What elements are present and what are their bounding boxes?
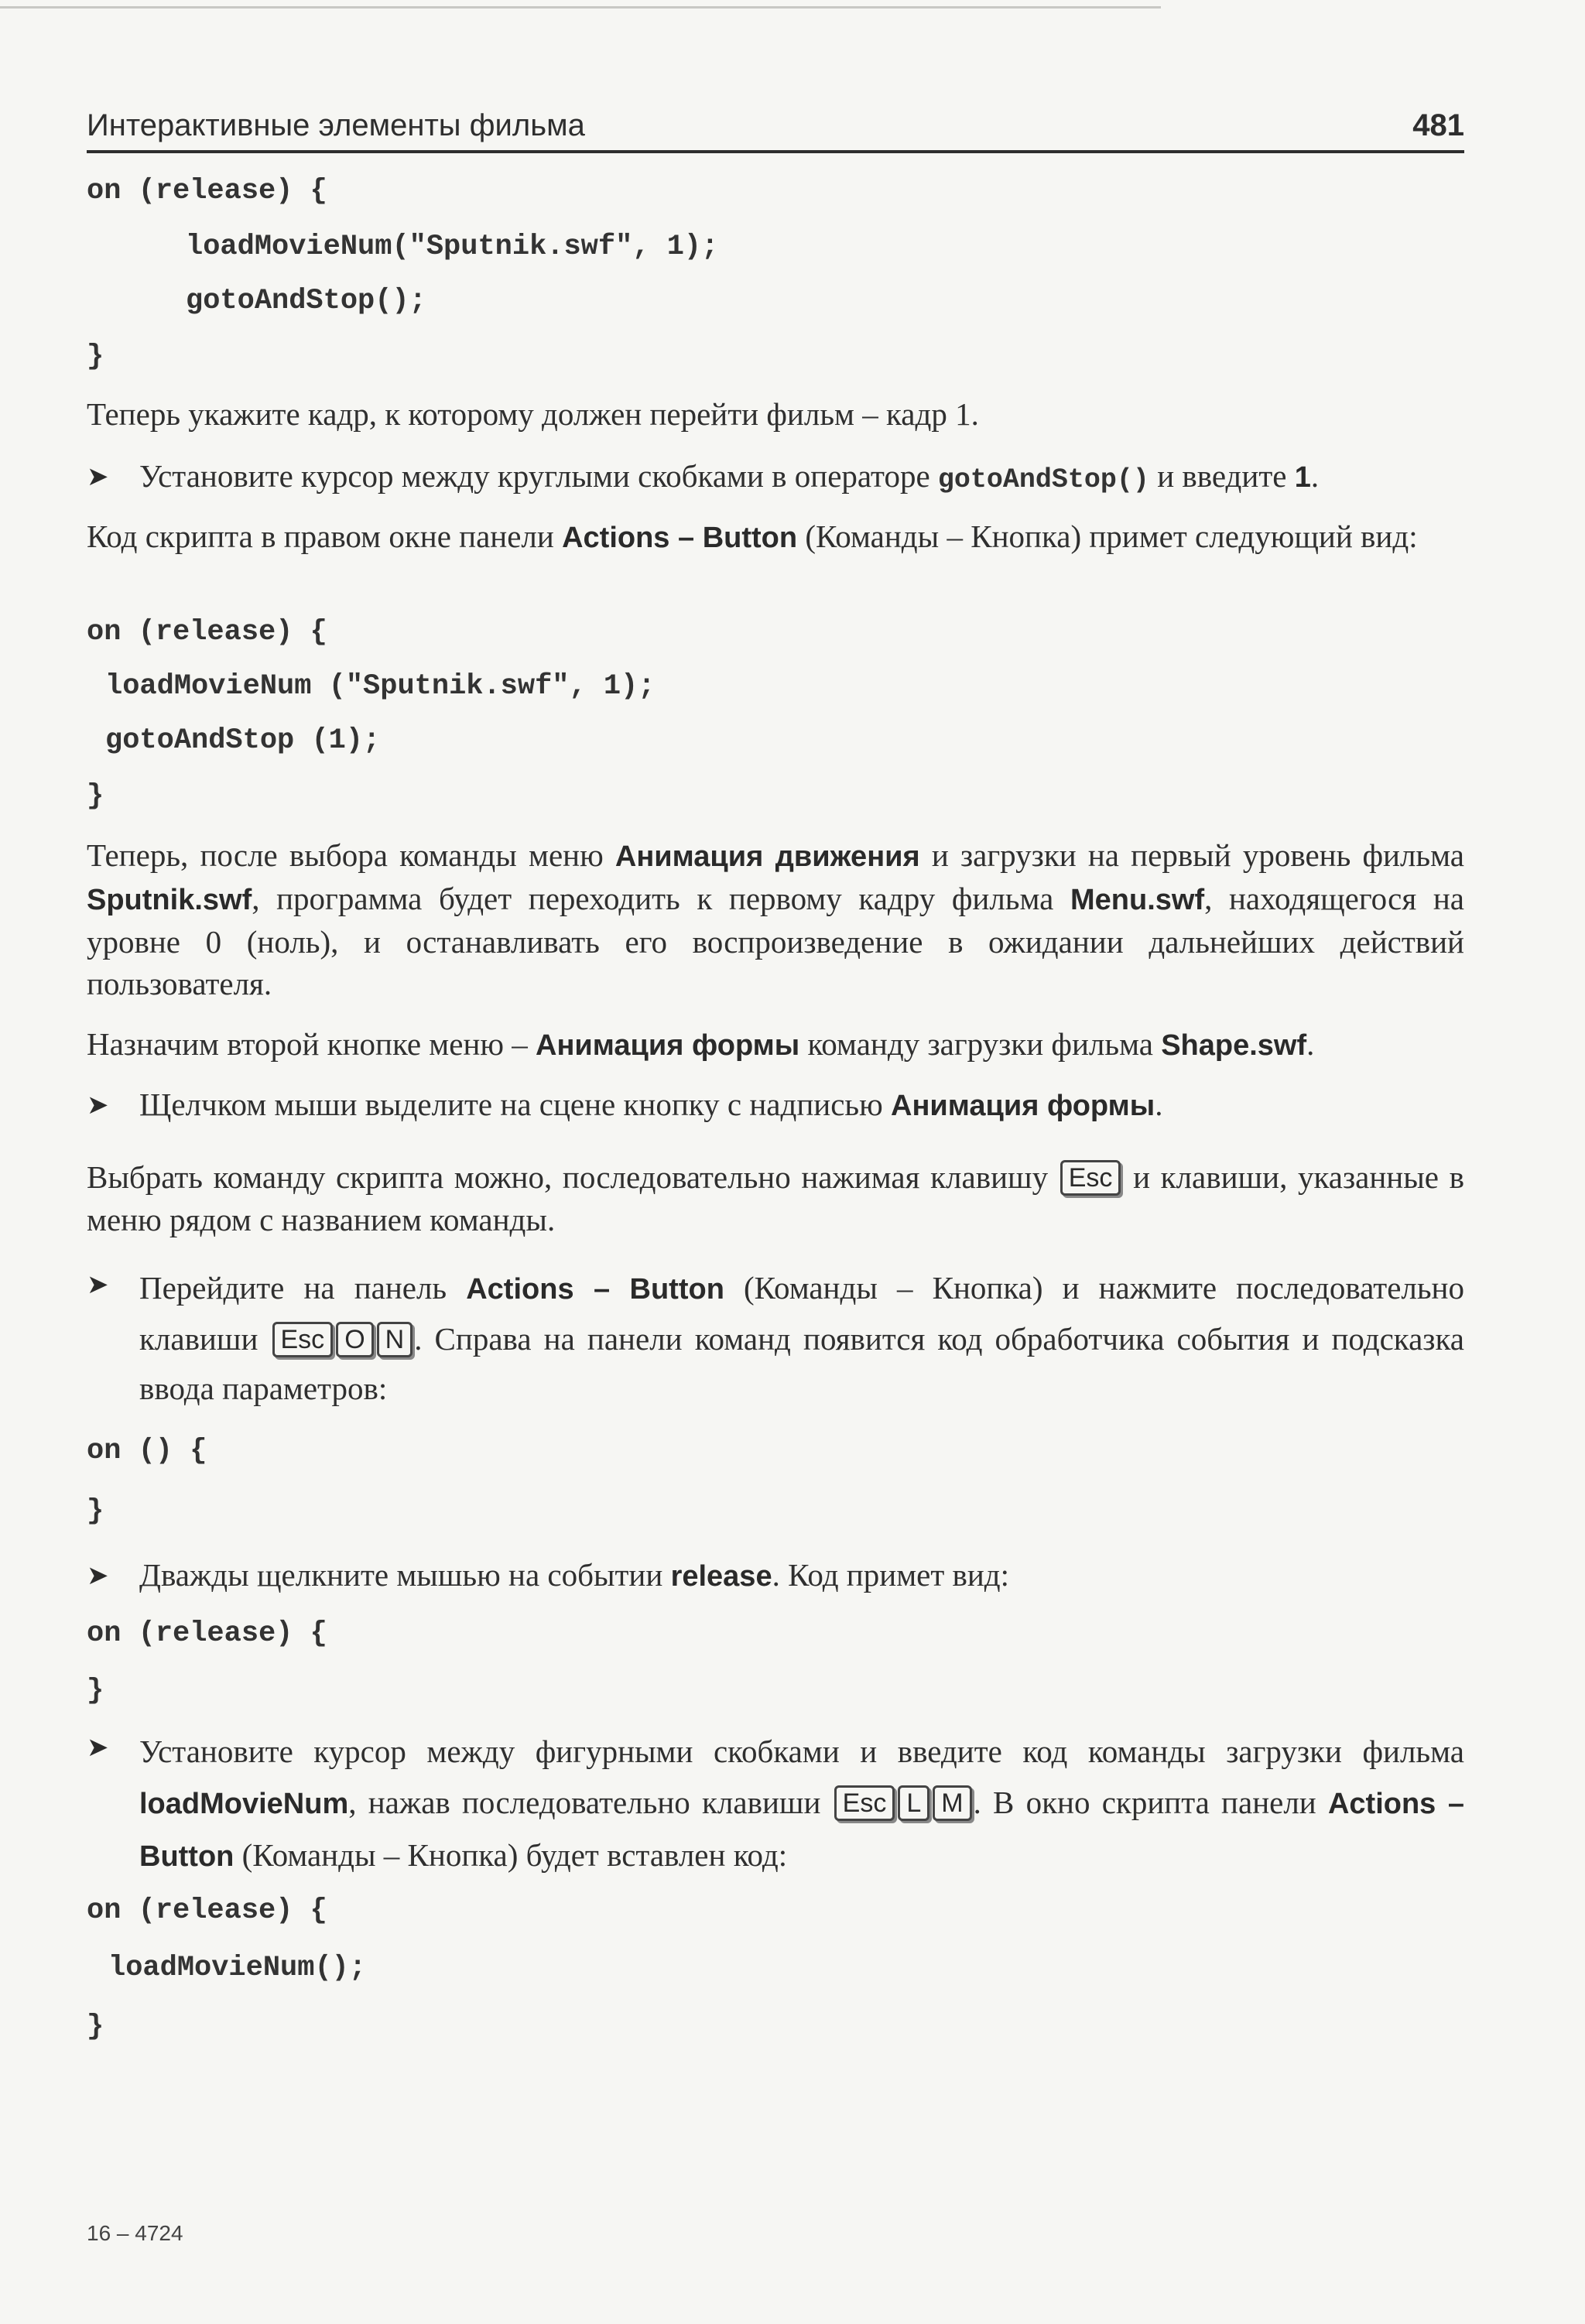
code-line: on (release) { [87, 616, 327, 649]
l-key-icon: L [898, 1785, 929, 1821]
code-line: loadMovieNum("Sputnik.swf", 1); [186, 231, 719, 263]
bullet-arrow-icon: ➤ [87, 1732, 109, 1763]
code-line: on (release) { [87, 175, 327, 207]
code-line: gotoAndStop (1); [105, 724, 381, 757]
paragraph: Назначим второй кнопке меню – Анимация формы команду загрузки фильма Shape.swf. [87, 1026, 1315, 1062]
code-line: on () { [87, 1435, 207, 1467]
bullet-paragraph: Перейдите на панель Actions – Button (Команды – Кнопка) и нажмите последовательно клавиши Esc O N . Справа на панели команд появится код обработчика события и подсказка ввода параметров: [139, 1270, 1464, 1406]
o-key-icon: O [336, 1322, 373, 1357]
code-line: on (release) { [87, 1894, 327, 1927]
code-line: } [87, 1495, 104, 1528]
bullet-arrow-icon: ➤ [87, 1269, 109, 1300]
code-line: gotoAndStop(); [186, 285, 426, 317]
paragraph: Теперь укажите кадр, к которому должен перейти фильм – кадр 1. [87, 396, 979, 432]
bullet-paragraph: Щелчком мыши выделите на сцене кнопку с надписью Анимация формы. [139, 1087, 1163, 1122]
header-rule [87, 150, 1464, 153]
n-key-icon: N [377, 1322, 413, 1357]
esc-key-icon: Esc [272, 1322, 334, 1357]
code-line: loadMovieNum(); [108, 1952, 367, 1984]
running-header [87, 108, 1464, 149]
paragraph: Теперь, после выбора команды меню Анимация движения и загрузки на первый уровень фильма Sputnik.swf, программа будет переходить к первому кадру фильма Menu.swf, находящегося на уровне 0 (ноль), и останавливать его воспроизведение в ожидании дальнейших действий пользователя. [87, 837, 1464, 1001]
scan-edge-line [0, 6, 1161, 9]
signature-mark: 16 – 4724 [87, 2221, 183, 2245]
esc-key-icon: Esc [1060, 1160, 1121, 1196]
code-line: } [87, 780, 104, 813]
code-line: on (release) { [87, 1617, 327, 1650]
m-key-icon: M [933, 1785, 971, 1821]
bullet-paragraph: Установите курсор между круглыми скобками в операторе gotoAndStop() и введите 1. [139, 458, 1320, 495]
bullet-paragraph: Установите курсор между фигурными скобками и введите код команды загрузки фильма loadMovieNum, нажав последовательно клавиши Esc L M . В окно скрипта панели Actions – Button (Команды – Кнопка) будет вставлен код: [139, 1734, 1464, 1873]
paragraph: Код скрипта в правом окне панели Actions – Button (Команды – Кнопка) примет следующий вид: [87, 519, 1418, 554]
code-line: } [87, 1675, 104, 1707]
bullet-arrow-icon: ➤ [87, 461, 109, 492]
chapter-title: Интерактивные элементы фильма [87, 108, 585, 142]
code-line: } [87, 2011, 104, 2043]
code-line: loadMovieNum ("Sputnik.swf", 1); [105, 670, 656, 703]
bullet-arrow-icon: ➤ [87, 1560, 109, 1591]
esc-key-icon: Esc [834, 1785, 895, 1821]
page-number: 481 [1412, 108, 1464, 142]
bullet-paragraph: Дважды щелкните мышью на событии release. Код примет вид: [139, 1557, 1010, 1593]
bullet-arrow-icon: ➤ [87, 1090, 109, 1121]
paragraph: Выбрать команду скрипта можно, последовательно нажимая клавишу Esc и клавиши, указанные в меню рядом с названием команды. [87, 1159, 1465, 1237]
code-line: } [87, 341, 104, 373]
